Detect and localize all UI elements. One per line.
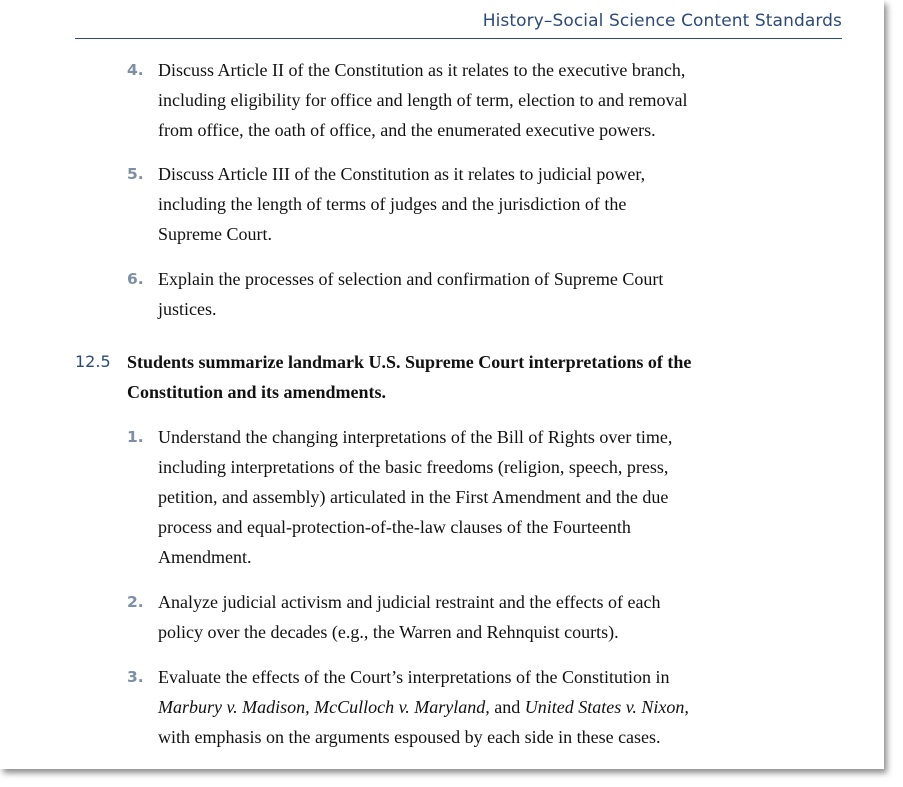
text-line: including the length of terms of judges and the jurisdiction of the bbox=[158, 194, 627, 214]
text-line: from office, the oath of office, and the enumerated executive powers. bbox=[158, 120, 656, 140]
text-line: including eligibility for office and length of term, election to and removal bbox=[158, 90, 688, 110]
standard-text bbox=[127, 347, 787, 407]
item-text bbox=[158, 662, 758, 752]
header-rule bbox=[75, 38, 842, 39]
item-number: 3. bbox=[127, 668, 144, 686]
item-number: 6. bbox=[127, 270, 144, 288]
case-name: Marbury v. Madison, bbox=[158, 697, 310, 717]
text-line: Evaluate the effects of the Court’s interpretations of the Constitution in bbox=[158, 667, 670, 687]
text-line: Students summarize landmark U.S. Supreme Court interpretations of the bbox=[127, 352, 692, 372]
item-number: 2. bbox=[127, 593, 144, 611]
item-text bbox=[158, 264, 758, 324]
standard-number: 12.5 bbox=[75, 352, 111, 371]
text-line: Analyze judicial activism and judicial restraint and the effects of each bbox=[158, 592, 661, 612]
running-head: History–Social Science Content Standards bbox=[482, 11, 842, 31]
item-text bbox=[158, 587, 758, 647]
item-number: 4. bbox=[127, 61, 144, 79]
text-line: including interpretations of the basic freedoms (religion, speech, press, bbox=[158, 457, 669, 477]
text-line: Understand the changing interpretations of the Bill of Rights over time, bbox=[158, 427, 673, 447]
text-line: with emphasis on the arguments espoused by each side in these cases. bbox=[158, 727, 661, 747]
text-line: petition, and assembly) articulated in the First Amendment and the due bbox=[158, 487, 669, 507]
text-line: Explain the processes of selection and confirmation of Supreme Court bbox=[158, 269, 664, 289]
text-line: Amendment. bbox=[158, 547, 252, 567]
case-name: McCulloch v. Maryland, bbox=[314, 697, 490, 717]
item-text bbox=[158, 422, 758, 572]
text-line: Discuss Article II of the Constitution as it relates to the executive branch, bbox=[158, 60, 686, 80]
text-line: Constitution and its amendments. bbox=[127, 382, 387, 402]
conjunction: and bbox=[494, 697, 521, 717]
text-line: Supreme Court. bbox=[158, 224, 272, 244]
text-line: justices. bbox=[158, 299, 217, 319]
text-line: policy over the decades (e.g., the Warren and Rehnquist courts). bbox=[158, 622, 619, 642]
text-line-cases bbox=[158, 692, 758, 722]
item-text bbox=[158, 159, 758, 249]
text-line: Discuss Article III of the Constitution as it relates to judicial power, bbox=[158, 164, 646, 184]
item-number: 5. bbox=[127, 165, 144, 183]
item-text bbox=[158, 55, 758, 145]
item-number: 1. bbox=[127, 428, 144, 446]
case-name: United States v. Nixon, bbox=[524, 697, 689, 717]
text-line: process and equal-protection-of-the-law clauses of the Fourteenth bbox=[158, 517, 631, 537]
